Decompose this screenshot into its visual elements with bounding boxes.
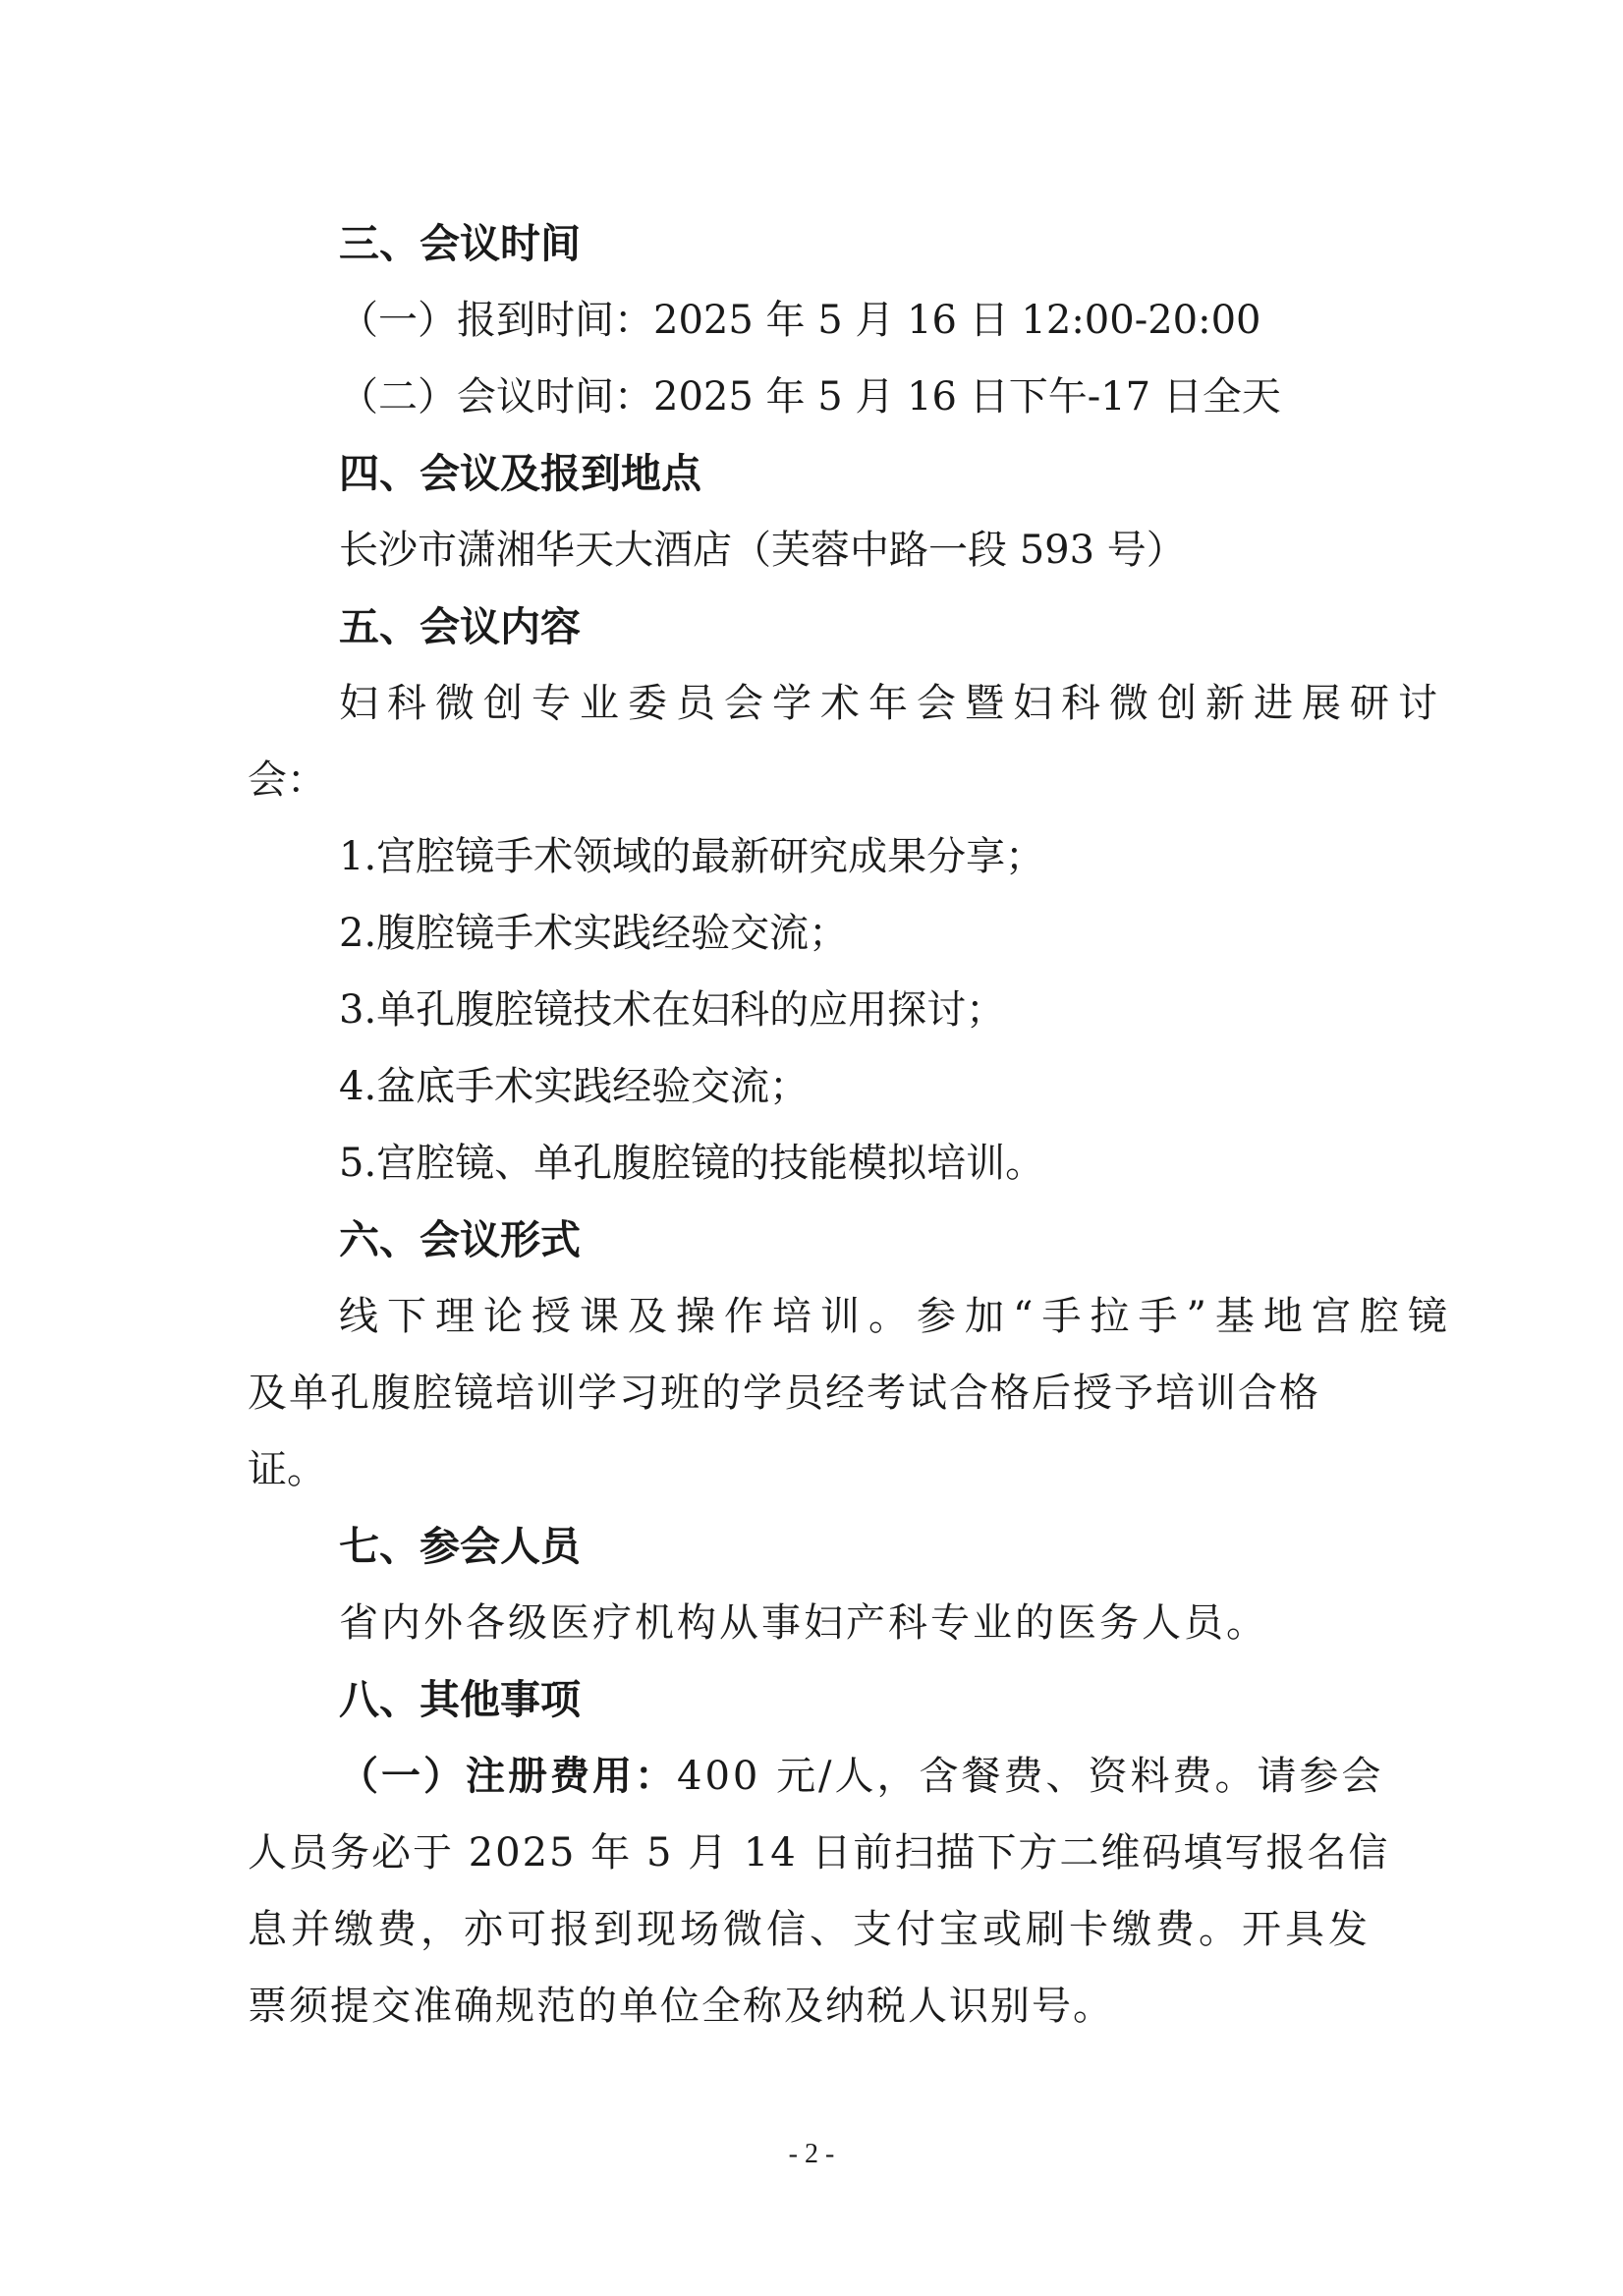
section-5-item-2: 2.腹腔镜手术实践经验交流； (339, 911, 849, 956)
section-7-text: 省内外各级医疗机构从事妇产科专业的医务人员。 (339, 1600, 1268, 1646)
section-6-line-3: 证。 (248, 1447, 326, 1492)
section-3-heading: 三、会议时间 (339, 220, 581, 267)
section-3-item-1: （一）报到时间：2025 年 5 月 16 日 12:00-20:00 (339, 298, 1261, 343)
section-5-intro-line-2: 会： (248, 757, 326, 803)
section-4-heading: 四、会议及报到地点 (339, 450, 701, 497)
section-6-line-2: 及单孔腹腔镜培训学习班的学员经考试合格后授予培训合格 (248, 1371, 1320, 1416)
section-8-fee-line-1 (339, 1747, 1384, 1806)
section-6-line-1: 线下理论授课及操作培训。参加“手拉手”基地宫腔镜 (339, 1294, 1456, 1339)
section-5-item-3: 3.单孔腹腔镜技术在妇科的应用探讨； (339, 987, 1006, 1033)
section-5-item-5: 5.宫腔镜、单孔腹腔镜的技能模拟培训。 (339, 1141, 1045, 1186)
section-8-fee-line-2: 人员务必于 2025 年 5 月 14 日前扫描下方二维码填写报名信 (248, 1830, 1390, 1876)
section-3-item-2: （二）会议时间：2025 年 5 月 16 日下午-17 日全天 (339, 374, 1281, 420)
section-8-heading: 八、其他事项 (339, 1676, 581, 1723)
section-8-fee-label: （一）注册费用： (339, 1753, 677, 1799)
section-5-item-1: 1.宫腔镜手术领域的最新研究成果分享； (339, 834, 1045, 879)
page-number: - 2 - (788, 2139, 835, 2169)
section-4-text: 长沙市潇湘华天大酒店（芙蓉中路一段 593 号） (339, 528, 1186, 573)
section-6-heading: 六、会议形式 (339, 1216, 581, 1263)
section-5-item-4: 4.盆底手术实践经验交流； (339, 1064, 810, 1109)
section-8-fee-line-3: 息并缴费，亦可报到现场微信、支付宝或刷卡缴费。开具发 (248, 1907, 1371, 1952)
section-5-intro-line-1: 妇科微创专业委员会学术年会暨妇科微创新进展研讨 (339, 681, 1446, 726)
section-7-heading: 七、参会人员 (339, 1523, 581, 1570)
section-5-heading: 五、会议内容 (339, 603, 581, 650)
section-8-fee-line-4: 票须提交准确规范的单位全称及纳税人识别号。 (248, 1984, 1114, 2029)
section-8-fee-line-1-rest: 400 元/人，含餐费、资料费。请参会 (677, 1754, 1384, 1799)
